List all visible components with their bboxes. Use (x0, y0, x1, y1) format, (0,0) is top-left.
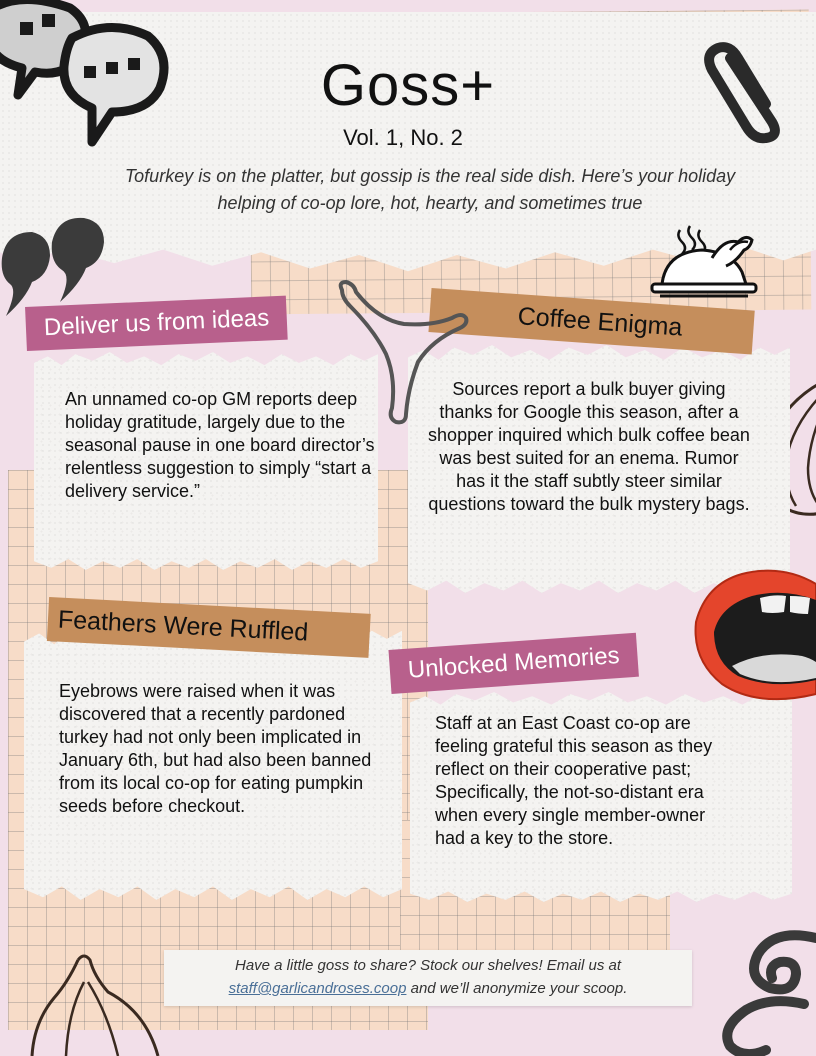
roast-turkey-platter-icon (652, 222, 772, 307)
story-body-coffee: Sources report a bulk buyer giving thanks for Google this season, after a shopper inquired which bulk coffee bean was best suited for an enema. Rumor has it the staff subtly steer similar questions toward the bulk mystery bags. (428, 379, 750, 514)
footer-line-2 (164, 977, 692, 1000)
footer-line-1: Have a little goss to share? Stock our shelves! Email us at (234, 957, 621, 974)
tagline: Tofurkey is on the platter, but gossip is the real side dish. Here’s your holiday helping of co-op lore, hot, hearty, and sometimes true (124, 166, 736, 213)
email-link[interactable]: staff@garlicandroses.coop (228, 980, 407, 997)
heading-deliver-us-from-ideas: Deliver us from ideas (25, 296, 288, 351)
story-body-feathers: Eyebrows were raised when it was discovered that a recently pardoned turkey had not only been implicated in January 6th, but had also been banned from its local co-op for eating pumpkin seeds before checkout. (59, 681, 372, 816)
heading-unlocked-memories: Unlocked Memories (388, 633, 639, 694)
footer-callout (164, 950, 692, 1006)
garlic-bulb-icon (28, 952, 178, 1056)
story-body-deliver: An unnamed co-op GM reports deep holiday gratitude, largely due to the seasonal pause in one board director’s relentless suggestion to simply “start a delivery service.” (65, 389, 375, 501)
heading-coffee-enigma: Coffee Enigma (428, 288, 754, 354)
issue-number: Vol. 1, No. 2 (343, 125, 463, 150)
story-body-unlocked: Staff at an East Coast co-op are feeling grateful this season as they reflect on their cooperative past; Specifically, the not-so-distant era when every single member-owner had a key to the store. (435, 713, 713, 848)
footer-line-2-rest: and we’ll anonymize your scoop. (406, 980, 628, 997)
page-title: Goss+ (320, 53, 496, 118)
wishbone-icon (334, 278, 494, 428)
mouth-icon (692, 566, 816, 706)
spring-coil-icon (700, 930, 816, 1056)
heading-feathers-were-ruffled: Feathers Were Ruffled (47, 597, 371, 658)
